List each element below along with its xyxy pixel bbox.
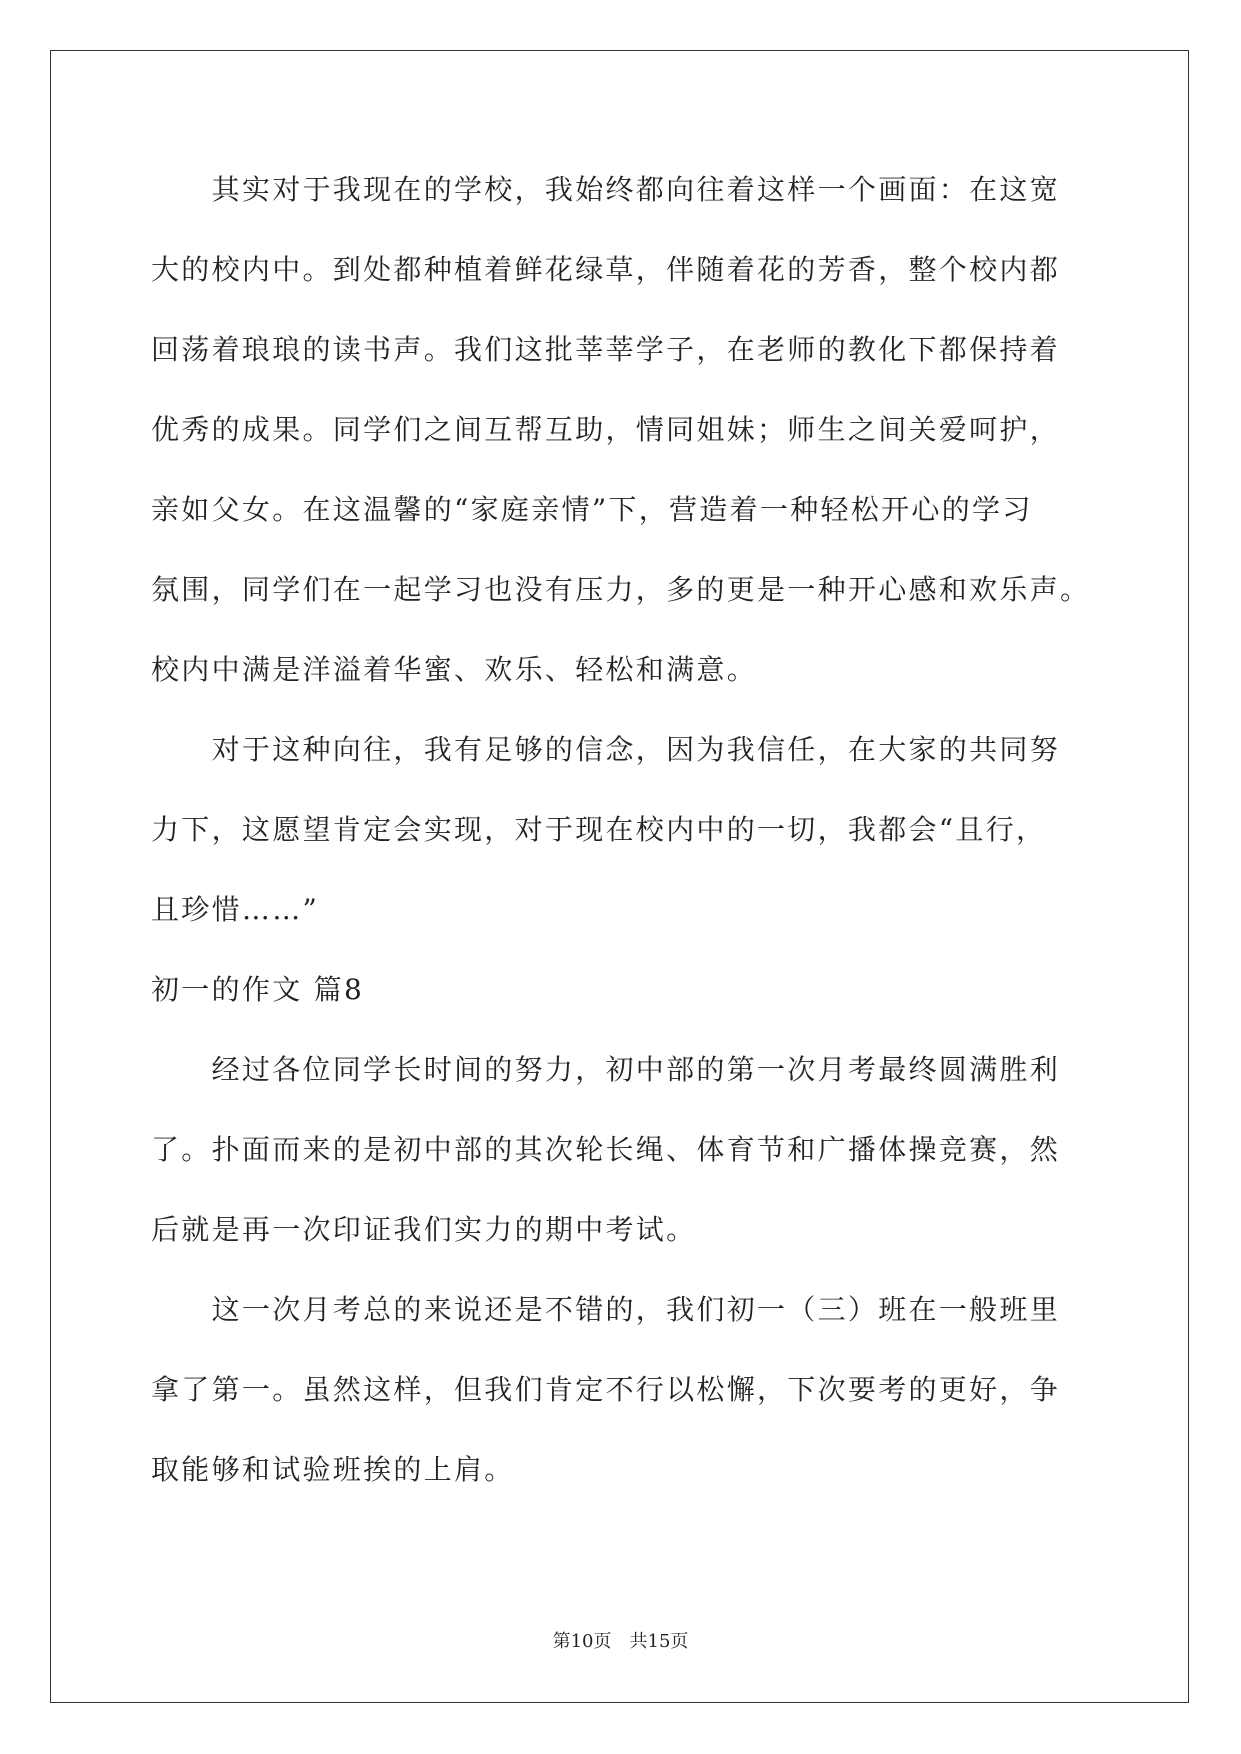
text-line: 大的校内中。到处都种植着鲜花绿草，伴随着花的芳香，整个校内都: [151, 253, 1061, 286]
text-line: 亲如父女。在这温馨的“家庭亲情”下，营造着一种轻松开心的学习: [151, 493, 1033, 526]
text-line: 校内中满是洋溢着华蜜、欢乐、轻松和满意。: [151, 653, 758, 686]
text-line: 回荡着琅琅的读书声。我们这批莘莘学子，在老师的教化下都保持着: [151, 333, 1061, 366]
text-line: 取能够和试验班挨的上肩。: [151, 1453, 515, 1486]
text-line: 拿了第一。虽然这样，但我们肯定不行以松懈，下次要考的更好，争: [151, 1373, 1061, 1406]
text-line: 优秀的成果。同学们之间互帮互助，情同姐妹；师生之间关爱呵护，: [151, 413, 1061, 446]
text-line: 这一次月考总的来说还是不错的，我们初一（三）班在一般班里: [151, 1293, 1061, 1326]
text-line: 且珍惜……”: [151, 893, 320, 926]
text-line: 对于这种向往，我有足够的信念，因为我信任，在大家的共同努: [151, 733, 1061, 766]
text-line: 经过各位同学长时间的努力，初中部的第一次月考最终圆满胜利: [151, 1053, 1061, 1086]
text-line: 了。扑面而来的是初中部的其次轮长绳、体育节和广播体操竞赛，然: [151, 1133, 1061, 1166]
text-line: 氛围，同学们在一起学习也没有压力，多的更是一种开心感和欢乐声。: [151, 573, 1091, 606]
text-line: 后就是再一次印证我们实力的期中考试。: [151, 1213, 697, 1246]
text-line: 力下，这愿望肯定会实现，对于现在校内中的一切，我都会“且行，: [151, 813, 1047, 846]
text-line: 其实对于我现在的学校，我始终都向往着这样一个画面：在这宽: [151, 173, 1061, 206]
section-heading: 初一的作文 篇8: [151, 973, 365, 1006]
page-number: 第10页 共15页: [552, 1631, 689, 1652]
